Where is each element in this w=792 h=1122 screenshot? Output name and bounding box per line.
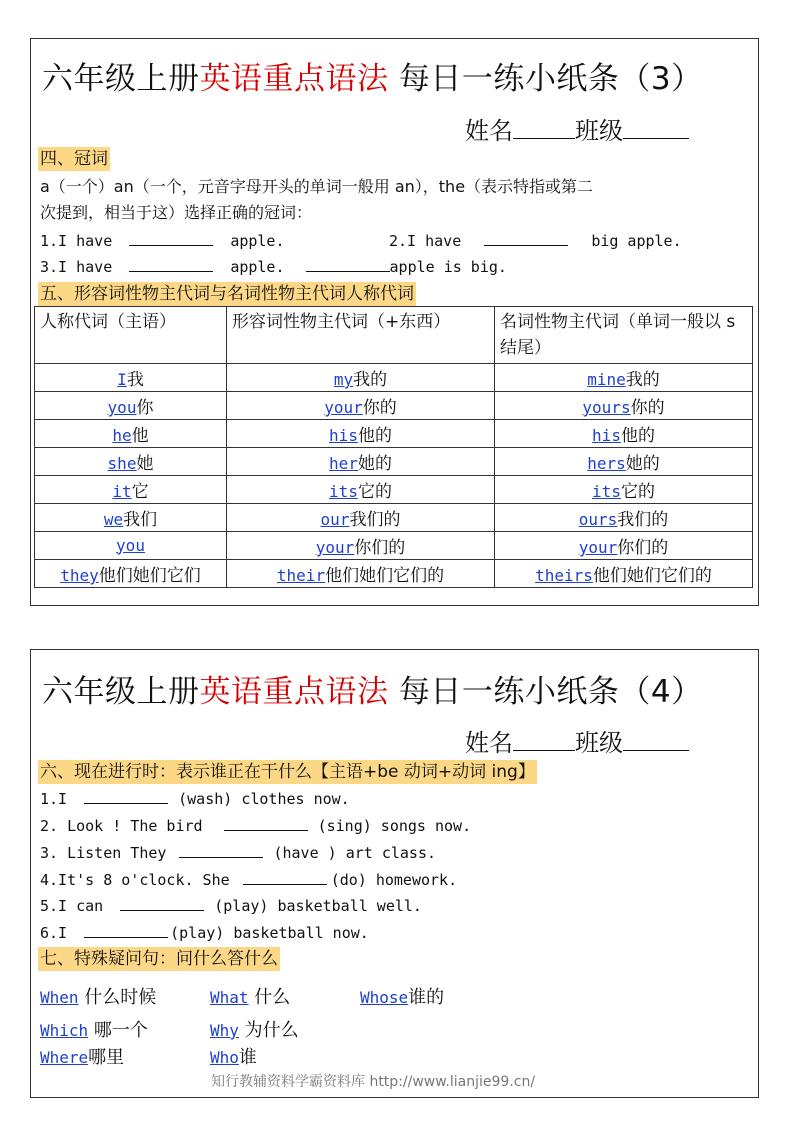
- question-word: Whose: [360, 988, 409, 1007]
- pronoun-word: mine: [587, 370, 626, 389]
- table-cell: [227, 504, 495, 532]
- title-red-part: 英语重点语法: [199, 674, 389, 710]
- exercise-text: (play) basketball well.: [214, 897, 422, 915]
- answer-blank[interactable]: [129, 255, 213, 272]
- exercise-text: 6.I: [40, 924, 68, 942]
- table-row: [35, 504, 753, 532]
- exercise-text: 4.It's 8 o'clock. She: [40, 871, 230, 889]
- intro-line-1: a（一个）an（一个，元音字母开头的单词一般用 an），the（表示特指或第二: [40, 177, 594, 196]
- pronoun-meaning: 他们她们它们的: [325, 566, 445, 586]
- answer-blank[interactable]: [224, 814, 308, 831]
- pronoun-meaning: 你的: [362, 398, 397, 418]
- pronoun-word: yours: [582, 398, 631, 417]
- name-label: 姓名: [465, 117, 513, 145]
- table-row: [35, 476, 753, 504]
- section-6-heading: 六、现在进行时：表示谁正在干什么【主语+be 动词+动词 ing】: [40, 762, 535, 782]
- question-word: What: [210, 988, 249, 1007]
- table-cell: [35, 364, 227, 392]
- name-class-row: [465, 723, 689, 758]
- table-row: [35, 420, 753, 448]
- exercise-text: (do) homework.: [330, 871, 458, 889]
- exercise-text: (have ) art class.: [273, 844, 437, 862]
- class-label: 班级: [575, 117, 623, 145]
- pronoun-word: hers: [587, 454, 626, 473]
- pronoun-word: you: [116, 535, 145, 555]
- exercise-2: [40, 814, 471, 838]
- exercise-2: [389, 229, 682, 253]
- pronoun-meaning: 她的: [625, 454, 660, 474]
- table-row: [35, 532, 753, 560]
- intro-line-2: 次提到，相当于这）选择正确的冠词：: [40, 203, 313, 222]
- exercise-text: 2. Look ! The bird: [40, 817, 203, 835]
- table-cell: [35, 504, 227, 532]
- question-meaning: 谁的: [408, 987, 445, 1008]
- pronoun-word: our: [320, 510, 350, 529]
- table-header-cell: 名词性物主代词（单词一般以 s 结尾）: [495, 307, 753, 364]
- question-word-item: [40, 1043, 124, 1069]
- title-part: 每日一练小纸条（4）: [388, 674, 703, 710]
- name-blank[interactable]: [513, 730, 575, 751]
- answer-blank[interactable]: [306, 255, 390, 272]
- table-row: [35, 560, 753, 588]
- exercise-4: [40, 868, 457, 892]
- answer-blank[interactable]: [179, 841, 263, 858]
- exercise-text: (wash) clothes now.: [178, 790, 350, 808]
- pronoun-meaning: 我们的: [349, 510, 401, 530]
- pronoun-meaning: 她的: [357, 454, 392, 474]
- exercise-text: (sing) songs now.: [317, 817, 472, 835]
- pronoun-meaning: 它: [131, 482, 149, 502]
- pronoun-word: it: [112, 482, 132, 501]
- pronoun-word: ours: [578, 510, 618, 529]
- exercise-text: 3.I have: [40, 258, 113, 276]
- table-cell: [227, 532, 495, 560]
- section-5-heading: 五、形容词性物主代词与名词性物主代词人称代词: [40, 284, 414, 304]
- pronoun-word: you: [107, 398, 137, 417]
- table-cell: [495, 476, 753, 504]
- pronoun-meaning: 你的: [630, 398, 665, 418]
- worksheet-card-4: [30, 649, 759, 1098]
- exercise-text: 5.I can: [40, 897, 104, 915]
- pronoun-word: her: [329, 454, 358, 473]
- pronoun-meaning: 他们她们它们: [98, 566, 201, 586]
- pronoun-word: its: [329, 482, 358, 501]
- table-row: [35, 448, 753, 476]
- table-cell: [35, 392, 227, 420]
- pronoun-meaning: 它的: [357, 482, 392, 502]
- question-word: Where: [40, 1048, 89, 1067]
- question-word: When: [40, 988, 79, 1007]
- exercise-3: [40, 255, 507, 279]
- exercise-text: 1.I: [40, 790, 68, 808]
- question-meaning: 什么时候: [84, 987, 157, 1008]
- question-word-item: [210, 1043, 257, 1069]
- footer-watermark: 知行教辅资料学霸资料库 http://www.lianjie99.cn/: [211, 1074, 536, 1090]
- table-cell: [495, 392, 753, 420]
- exercise-5: [40, 894, 422, 918]
- pronoun-meaning: 他们她们它们的: [592, 566, 712, 586]
- pronoun-meaning: 我的: [353, 370, 388, 390]
- card-title: [42, 666, 703, 711]
- table-header-cell: 形容词性物主代词（+东西）: [227, 307, 495, 364]
- pronoun-word: its: [592, 482, 621, 501]
- pronoun-word: they: [60, 566, 99, 585]
- table-cell: [227, 364, 495, 392]
- pronoun-word: your: [324, 398, 363, 417]
- exercise-1: [40, 229, 285, 253]
- table-cell: [227, 420, 495, 448]
- question-meaning: 哪里: [88, 1047, 125, 1068]
- answer-blank[interactable]: [484, 229, 568, 246]
- pronoun-word: your: [578, 538, 618, 557]
- title-part: 六年级上册: [42, 61, 200, 97]
- question-word-item: [40, 983, 156, 1009]
- question-word: Why: [210, 1021, 239, 1040]
- table-cell: [35, 420, 227, 448]
- question-word-item: [210, 1016, 299, 1042]
- title-part: 每日一练小纸条（3）: [388, 61, 703, 97]
- pronoun-meaning: 你们的: [354, 538, 406, 558]
- pronoun-meaning: 他的: [357, 426, 392, 446]
- exercise-3: [40, 841, 436, 865]
- table-cell: [227, 448, 495, 476]
- table-cell: [227, 560, 495, 588]
- exercise-text: 1.I have: [40, 232, 113, 250]
- pronoun-meaning: 我们: [123, 510, 158, 530]
- table-cell: [35, 476, 227, 504]
- table-cell: [35, 448, 227, 476]
- pronoun-word: your: [315, 538, 355, 557]
- exercise-6: [40, 921, 369, 945]
- pronoun-table: [34, 306, 753, 588]
- pronoun-word: theirs: [535, 566, 593, 585]
- pronoun-meaning: 他的: [620, 426, 655, 446]
- table-header-cell: 人称代词（主语）: [35, 307, 227, 364]
- table-row: [35, 392, 753, 420]
- pronoun-word: his: [329, 426, 358, 445]
- answer-blank[interactable]: [84, 787, 168, 804]
- question-word: Which: [40, 1021, 89, 1040]
- exercise-text: 2.I have: [389, 232, 462, 250]
- worksheet-card-3: [30, 38, 759, 606]
- question-word-item: [210, 983, 290, 1009]
- title-red-part: 英语重点语法: [199, 61, 389, 97]
- class-label: 班级: [575, 729, 623, 757]
- table-cell: [35, 560, 227, 588]
- pronoun-word: we: [103, 510, 124, 529]
- pronoun-meaning: 我: [126, 370, 144, 390]
- pronoun-word: my: [333, 370, 354, 389]
- table-cell: [227, 476, 495, 504]
- class-blank[interactable]: [623, 730, 689, 751]
- title-part: 六年级上册: [42, 674, 200, 710]
- pronoun-word: he: [112, 426, 132, 445]
- question-meaning: 哪一个: [93, 1020, 148, 1041]
- table-header-row: [35, 307, 753, 364]
- exercise-text: apple.: [230, 258, 285, 276]
- answer-blank[interactable]: [129, 229, 213, 246]
- answer-blank[interactable]: [120, 894, 204, 911]
- exercise-text: apple is big.: [389, 258, 507, 276]
- pronoun-word: I: [117, 370, 127, 389]
- table-cell: [227, 392, 495, 420]
- table-cell: [35, 532, 227, 560]
- exercise-text: 3. Listen They: [40, 844, 167, 862]
- question-meaning: 谁: [238, 1047, 257, 1068]
- pronoun-table-body: [35, 364, 753, 588]
- question-word: Who: [210, 1048, 239, 1067]
- question-word-item: [360, 983, 444, 1009]
- name-class-row: [465, 111, 689, 146]
- answer-blank[interactable]: [84, 921, 168, 938]
- pronoun-meaning: 你们的: [617, 538, 669, 558]
- pronoun-word: their: [276, 566, 326, 585]
- name-blank[interactable]: [513, 118, 575, 139]
- exercise-text: (play) basketball now.: [170, 924, 369, 942]
- pronoun-meaning: 我的: [625, 370, 660, 390]
- class-blank[interactable]: [623, 118, 689, 139]
- section-7-heading: 七、特殊疑问句：问什么答什么: [40, 949, 278, 969]
- table-row: [35, 364, 753, 392]
- pronoun-meaning: 她: [136, 454, 154, 474]
- table-cell: [495, 448, 753, 476]
- name-label: 姓名: [465, 729, 513, 757]
- pronoun-word: his: [592, 426, 621, 445]
- exercise-text: apple.: [230, 232, 285, 250]
- pronoun-word: she: [107, 454, 137, 473]
- table-cell: [495, 560, 753, 588]
- pronoun-meaning: 它的: [620, 482, 655, 502]
- table-cell: [495, 420, 753, 448]
- table-cell: [495, 364, 753, 392]
- pronoun-meaning: 你: [136, 398, 154, 418]
- exercise-text: big apple.: [591, 232, 682, 250]
- card-title: [42, 53, 703, 98]
- question-meaning: 为什么: [244, 1020, 299, 1041]
- exercise-1: [40, 787, 350, 811]
- pronoun-meaning: 我们的: [617, 510, 669, 530]
- table-cell: [495, 504, 753, 532]
- table-cell: [495, 532, 753, 560]
- question-word-item: [40, 1016, 148, 1042]
- question-meaning: 什么: [254, 987, 291, 1008]
- answer-blank[interactable]: [243, 868, 327, 885]
- section-4-heading: 四、冠词: [40, 149, 108, 169]
- pronoun-meaning: 他: [131, 426, 149, 446]
